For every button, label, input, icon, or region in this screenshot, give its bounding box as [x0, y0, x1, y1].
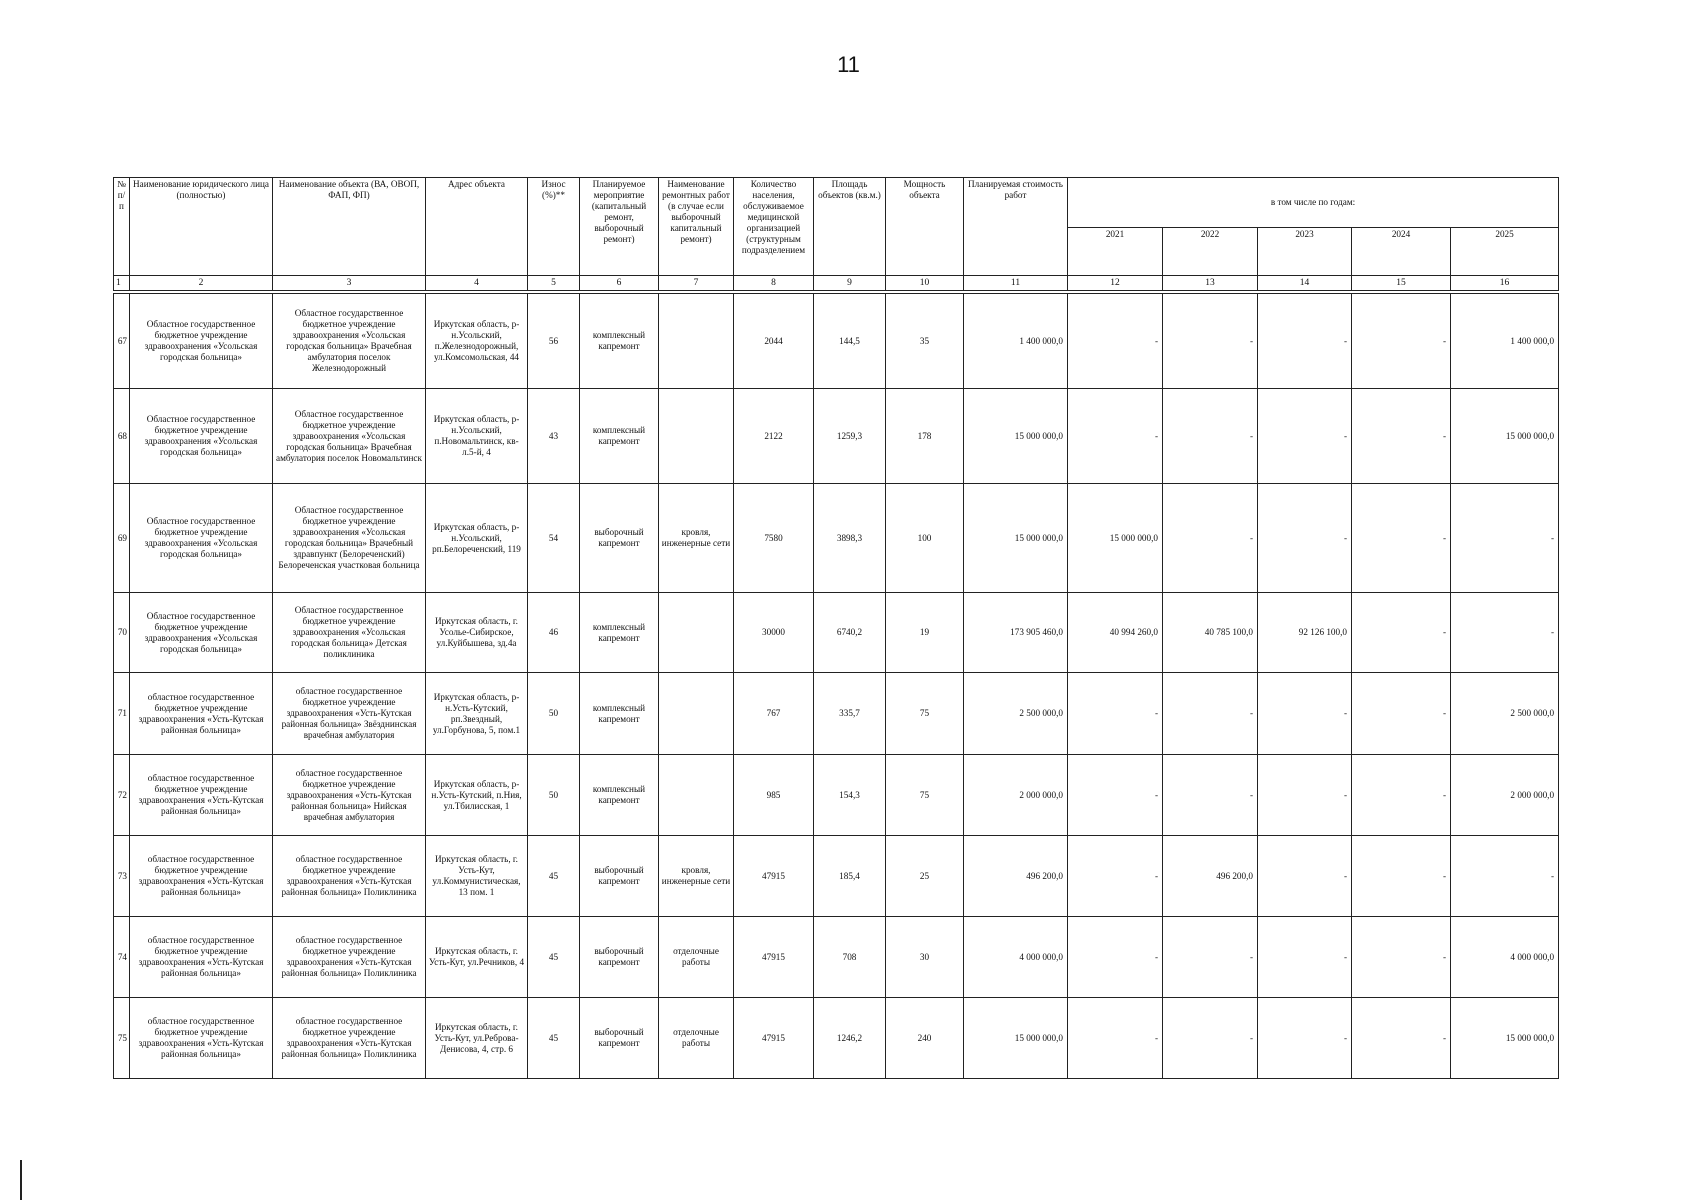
object-area: 1246,2 — [814, 998, 886, 1079]
cost-2021: - — [1068, 673, 1163, 755]
column-number: 4 — [426, 276, 528, 291]
repair-works: кровля, инженерные сети — [659, 484, 734, 593]
repair-works — [659, 673, 734, 755]
repair-works: отделочные работы — [659, 917, 734, 998]
cost-2022: - — [1163, 998, 1258, 1079]
planned-event: комплексный капремонт — [580, 389, 659, 484]
header-year-2021: 2021 — [1068, 228, 1163, 276]
cost-2021: - — [1068, 836, 1163, 917]
table-row — [114, 389, 1559, 484]
column-number: 10 — [886, 276, 964, 291]
cost-2025: 4 000 000,0 — [1451, 917, 1559, 998]
object-address: Иркутская область, р-н.Усольский, рп.Белореченский, 119 — [426, 484, 528, 593]
header-object-name: Наименование объекта (ВА, ОВОП, ФАП, ФП) — [273, 178, 426, 276]
wear-percent: 56 — [528, 294, 580, 389]
column-number: 8 — [734, 276, 814, 291]
table-row — [114, 294, 1559, 389]
cost-2022: - — [1163, 294, 1258, 389]
legal-entity: областное государственное бюджетное учреждение здравоохранения «Усть-Кутская районная больница» — [130, 673, 273, 755]
cost-2025: 15 000 000,0 — [1451, 389, 1559, 484]
object-area: 6740,2 — [814, 593, 886, 673]
planned-cost: 173 905 460,0 — [964, 593, 1068, 673]
cost-2022: - — [1163, 755, 1258, 836]
row-number: 71 — [114, 673, 130, 755]
cost-2025: - — [1451, 836, 1559, 917]
object-address: Иркутская область, г. Усть-Кут, ул.Реброва-Денисова, 4, стр. 6 — [426, 998, 528, 1079]
margin-mark — [20, 1160, 22, 1200]
object-capacity: 178 — [886, 389, 964, 484]
object-area: 1259,3 — [814, 389, 886, 484]
row-number: 67 — [114, 294, 130, 389]
cost-2024: - — [1352, 389, 1451, 484]
object-address: Иркутская область, р-н.Усть-Кутский, п.Ния, ул.Тбилисская, 1 — [426, 755, 528, 836]
population: 767 — [734, 673, 814, 755]
cost-2023: - — [1258, 755, 1352, 836]
table-row — [114, 917, 1559, 998]
population: 30000 — [734, 593, 814, 673]
cost-2024: - — [1352, 673, 1451, 755]
planned-cost: 496 200,0 — [964, 836, 1068, 917]
header-year-2023: 2023 — [1258, 228, 1352, 276]
cost-2024: - — [1352, 917, 1451, 998]
object-name: областное государственное бюджетное учреждение здравоохранения «Усть-Кутская районная больница» Поликлиника — [273, 836, 426, 917]
object-area: 335,7 — [814, 673, 886, 755]
population: 47915 — [734, 998, 814, 1079]
population: 985 — [734, 755, 814, 836]
planned-cost: 1 400 000,0 — [964, 294, 1068, 389]
object-name: Областное государственное бюджетное учреждение здравоохранения «Усольская городская больница» Детская поликлиника — [273, 593, 426, 673]
table-body — [114, 291, 1559, 1079]
header-wear: Износ (%)** — [528, 178, 580, 276]
object-capacity: 35 — [886, 294, 964, 389]
header-year-2022: 2022 — [1163, 228, 1258, 276]
cost-2025: 1 400 000,0 — [1451, 294, 1559, 389]
object-address: Иркутская область, р-н.Усольский, п.Железнодорожный, ул.Комсомольская, 44 — [426, 294, 528, 389]
column-number: 13 — [1163, 276, 1258, 291]
repair-works: кровля, инженерные сети — [659, 836, 734, 917]
table-row — [114, 998, 1559, 1079]
population: 47915 — [734, 836, 814, 917]
object-area: 185,4 — [814, 836, 886, 917]
table-row — [114, 755, 1559, 836]
column-number: 1 — [114, 276, 130, 291]
header-legal-entity: Наименование юридического лица (полностью) — [130, 178, 273, 276]
object-address: Иркутская область, р-н.Усольский, п.Новомальтинск, кв-л.5-й, 4 — [426, 389, 528, 484]
planned-event: выборочный капремонт — [580, 998, 659, 1079]
cost-2023: - — [1258, 294, 1352, 389]
repair-plan-table-container — [113, 177, 1559, 1079]
legal-entity: Областное государственное бюджетное учреждение здравоохранения «Усольская городская больница» — [130, 294, 273, 389]
planned-cost: 2 000 000,0 — [964, 755, 1068, 836]
planned-cost: 15 000 000,0 — [964, 389, 1068, 484]
wear-percent: 45 — [528, 836, 580, 917]
column-number: 12 — [1068, 276, 1163, 291]
object-address: Иркутская область, р-н.Усть-Кутский, рп.Звездный, ул.Горбунова, 5, пом.1 — [426, 673, 528, 755]
repair-works: отделочные работы — [659, 998, 734, 1079]
row-number: 68 — [114, 389, 130, 484]
column-number: 5 — [528, 276, 580, 291]
cost-2023: - — [1258, 389, 1352, 484]
object-capacity: 240 — [886, 998, 964, 1079]
header-capacity: Мощность объекта — [886, 178, 964, 276]
table-row — [114, 484, 1559, 593]
planned-event: выборочный капремонт — [580, 484, 659, 593]
table-header — [114, 178, 1559, 291]
header-planned-cost: Планируемая стоимость работ — [964, 178, 1068, 276]
column-number: 3 — [273, 276, 426, 291]
planned-event: комплексный капремонт — [580, 593, 659, 673]
cost-2023: - — [1258, 998, 1352, 1079]
column-number: 11 — [964, 276, 1068, 291]
cost-2025: 2 000 000,0 — [1451, 755, 1559, 836]
object-capacity: 30 — [886, 917, 964, 998]
object-capacity: 19 — [886, 593, 964, 673]
object-name: Областное государственное бюджетное учреждение здравоохранения «Усольская городская больница» Врачебная амбулатория поселок Новомальтинск — [273, 389, 426, 484]
planned-cost: 2 500 000,0 — [964, 673, 1068, 755]
population: 2044 — [734, 294, 814, 389]
cost-2021: - — [1068, 389, 1163, 484]
wear-percent: 50 — [528, 755, 580, 836]
page-number: 11 — [837, 52, 860, 77]
column-number: 14 — [1258, 276, 1352, 291]
object-name: Областное государственное бюджетное учреждение здравоохранения «Усольская городская больница» Врачебная амбулатория поселок Железнодорожный — [273, 294, 426, 389]
object-capacity: 75 — [886, 755, 964, 836]
row-number: 73 — [114, 836, 130, 917]
legal-entity: Областное государственное бюджетное учреждение здравоохранения «Усольская городская больница» — [130, 389, 273, 484]
object-area: 3898,3 — [814, 484, 886, 593]
legal-entity: областное государственное бюджетное учреждение здравоохранения «Усть-Кутская районная больница» — [130, 917, 273, 998]
legal-entity: Областное государственное бюджетное учреждение здравоохранения «Усольская городская больница» — [130, 484, 273, 593]
row-number: 69 — [114, 484, 130, 593]
legal-entity: областное государственное бюджетное учреждение здравоохранения «Усть-Кутская районная больница» — [130, 755, 273, 836]
legal-entity: областное государственное бюджетное учреждение здравоохранения «Усть-Кутская районная больница» — [130, 836, 273, 917]
cost-2025: - — [1451, 593, 1559, 673]
column-number: 9 — [814, 276, 886, 291]
column-number: 2 — [130, 276, 273, 291]
header-population: Количество населения, обслуживаемое медицинской организацией (структурным подразделением — [734, 178, 814, 276]
cost-2022: - — [1163, 917, 1258, 998]
object-name: областное государственное бюджетное учреждение здравоохранения «Усть-Кутская районная больница» Нийская врачебная амбулатория — [273, 755, 426, 836]
header-planned-event: Планируемое мероприятие (капитальный ремонт, выборочный ремонт) — [580, 178, 659, 276]
repair-works — [659, 593, 734, 673]
column-number: 7 — [659, 276, 734, 291]
planned-cost: 4 000 000,0 — [964, 917, 1068, 998]
cost-2022: - — [1163, 389, 1258, 484]
cost-2025: 15 000 000,0 — [1451, 998, 1559, 1079]
population: 2122 — [734, 389, 814, 484]
cost-2021: - — [1068, 294, 1163, 389]
population: 7580 — [734, 484, 814, 593]
repair-works — [659, 755, 734, 836]
object-name: областное государственное бюджетное учреждение здравоохранения «Усть-Кутская районная больница» Поликлиника — [273, 917, 426, 998]
header-area: Площадь объектов (кв.м.) — [814, 178, 886, 276]
header-repair-works: Наименование ремонтных работ (в случае если выборочный капитальный ремонт) — [659, 178, 734, 276]
cost-2024: - — [1352, 484, 1451, 593]
header-by-years: в том числе по годам: — [1068, 178, 1559, 228]
column-number: 6 — [580, 276, 659, 291]
repair-works — [659, 294, 734, 389]
row-number: 74 — [114, 917, 130, 998]
planned-cost: 15 000 000,0 — [964, 484, 1068, 593]
planned-event: комплексный капремонт — [580, 755, 659, 836]
cost-2024: - — [1352, 755, 1451, 836]
cost-2024: - — [1352, 836, 1451, 917]
cost-2022: 40 785 100,0 — [1163, 593, 1258, 673]
cost-2025: - — [1451, 484, 1559, 593]
repair-works — [659, 389, 734, 484]
object-name: областное государственное бюджетное учреждение здравоохранения «Усть-Кутская районная больница» Поликлиника — [273, 998, 426, 1079]
column-number: 16 — [1451, 276, 1559, 291]
cost-2025: 2 500 000,0 — [1451, 673, 1559, 755]
row-number: 70 — [114, 593, 130, 673]
repair-plan-table — [113, 177, 1559, 1079]
object-area: 144,5 — [814, 294, 886, 389]
wear-percent: 43 — [528, 389, 580, 484]
header-address: Адрес объекта — [426, 178, 528, 276]
object-address: Иркутская область, г. Усть-Кут, ул.Речников, 4 — [426, 917, 528, 998]
object-capacity: 75 — [886, 673, 964, 755]
legal-entity: областное государственное бюджетное учреждение здравоохранения «Усть-Кутская районная больница» — [130, 998, 273, 1079]
header-year-2025: 2025 — [1451, 228, 1559, 276]
column-number: 15 — [1352, 276, 1451, 291]
planned-cost: 15 000 000,0 — [964, 998, 1068, 1079]
object-area: 708 — [814, 917, 886, 998]
table-row — [114, 593, 1559, 673]
cost-2022: - — [1163, 673, 1258, 755]
population: 47915 — [734, 917, 814, 998]
cost-2021: - — [1068, 917, 1163, 998]
cost-2022: 496 200,0 — [1163, 836, 1258, 917]
object-capacity: 100 — [886, 484, 964, 593]
cost-2022: - — [1163, 484, 1258, 593]
object-address: Иркутская область, г. Усть-Кут, ул.Коммунистическая, 13 пом. 1 — [426, 836, 528, 917]
header-number: № п/п — [114, 178, 130, 276]
column-numbers-row — [114, 276, 1559, 291]
object-capacity: 25 — [886, 836, 964, 917]
cost-2023: 92 126 100,0 — [1258, 593, 1352, 673]
wear-percent: 46 — [528, 593, 580, 673]
object-name: областное государственное бюджетное учреждение здравоохранения «Усть-Кутская районная больница» Звёзднинская врачебная амбулатория — [273, 673, 426, 755]
wear-percent: 54 — [528, 484, 580, 593]
table-row — [114, 836, 1559, 917]
planned-event: комплексный капремонт — [580, 294, 659, 389]
planned-event: комплексный капремонт — [580, 673, 659, 755]
cost-2023: - — [1258, 836, 1352, 917]
cost-2023: - — [1258, 484, 1352, 593]
object-name: Областное государственное бюджетное учреждение здравоохранения «Усольская городская больница» Врачебный здравпункт (Белореченский) Белореченская участковая больница — [273, 484, 426, 593]
cost-2021: 40 994 260,0 — [1068, 593, 1163, 673]
cost-2021: 15 000 000,0 — [1068, 484, 1163, 593]
cost-2024: - — [1352, 998, 1451, 1079]
cost-2023: - — [1258, 673, 1352, 755]
row-number: 75 — [114, 998, 130, 1079]
cost-2024: - — [1352, 593, 1451, 673]
cost-2023: - — [1258, 917, 1352, 998]
header-year-2024: 2024 — [1352, 228, 1451, 276]
table-row — [114, 673, 1559, 755]
wear-percent: 45 — [528, 998, 580, 1079]
cost-2021: - — [1068, 998, 1163, 1079]
object-address: Иркутская область, г. Усолье-Сибирское, ул.Куйбышева, зд.4а — [426, 593, 528, 673]
planned-event: выборочный капремонт — [580, 836, 659, 917]
cost-2024: - — [1352, 294, 1451, 389]
row-number: 72 — [114, 755, 130, 836]
planned-event: выборочный капремонт — [580, 917, 659, 998]
wear-percent: 50 — [528, 673, 580, 755]
legal-entity: Областное государственное бюджетное учреждение здравоохранения «Усольская городская больница» — [130, 593, 273, 673]
wear-percent: 45 — [528, 917, 580, 998]
object-area: 154,3 — [814, 755, 886, 836]
cost-2021: - — [1068, 755, 1163, 836]
